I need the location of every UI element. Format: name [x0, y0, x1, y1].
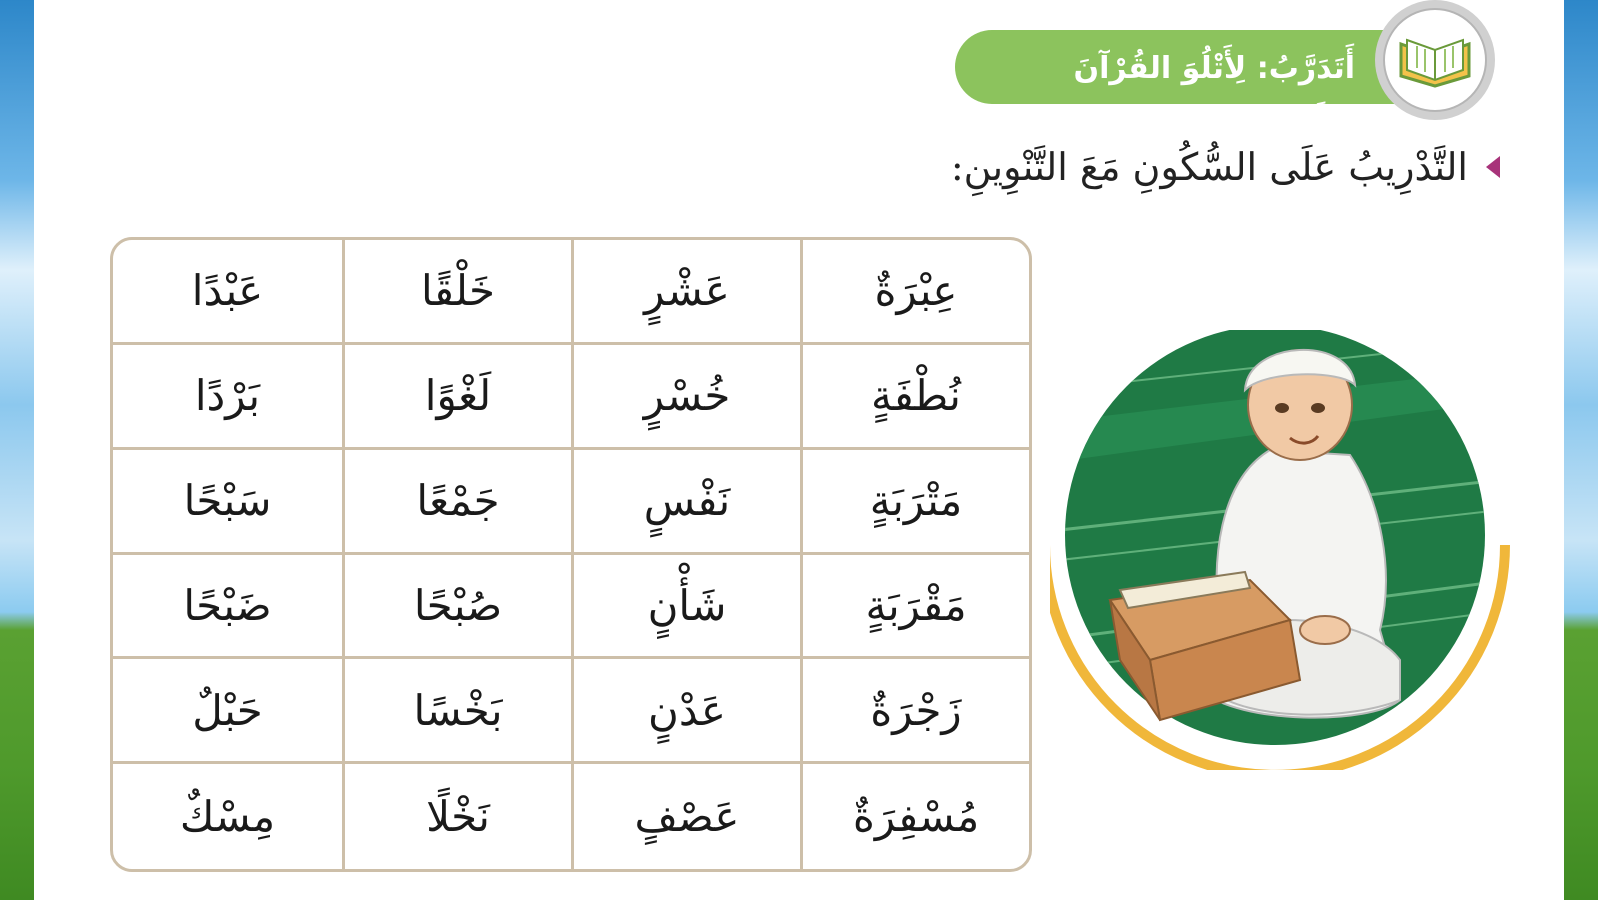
table-cell: مُسْفِرَةٌ [800, 764, 1029, 869]
table-cell: نُطْفَةٍ [800, 345, 1029, 450]
section-badge [1375, 0, 1495, 120]
bullet-triangle-icon [1486, 156, 1500, 178]
table-cell: مَقْرَبَةٍ [800, 555, 1029, 660]
table-cell: خَلْقًا [342, 240, 571, 345]
right-background-strip [1564, 0, 1598, 900]
table-cell: جَمْعًا [342, 450, 571, 555]
table-cell: عَصْفٍ [571, 764, 800, 869]
left-background-strip [0, 0, 34, 900]
table-cell: ضَبْحًا [113, 555, 342, 660]
table-cell: حَبْلٌ [113, 659, 342, 764]
table-cell: مَتْرَبَةٍ [800, 450, 1029, 555]
word-table [110, 237, 1032, 872]
table-cell: سَبْحًا [113, 450, 342, 555]
table-cell: عِبْرَةٌ [800, 240, 1029, 345]
table-cell: عَبْدًا [113, 240, 342, 345]
instruction-text: التَّدْرِيبُ عَلَى السُّكُونِ مَعَ التَّنْوِينِ: [950, 145, 1468, 189]
table-cell: نَخْلًا [342, 764, 571, 869]
table-cell: بَرْدًا [113, 345, 342, 450]
table-cell: خُسْرٍ [571, 345, 800, 450]
section-title: أَتَدَرَّبُ: لِأَتْلُوَ القُرْآنَ الكَرِيمَ: [1073, 51, 1355, 136]
instruction-row [900, 145, 1500, 205]
table-cell: عَدْنٍ [571, 659, 800, 764]
table-cell: صُبْحًا [342, 555, 571, 660]
boy-reading-quran-illustration [1050, 330, 1510, 770]
table-cell: نَفْسٍ [571, 450, 800, 555]
quran-book-icon [1395, 26, 1475, 90]
table-cell: بَخْسًا [342, 659, 571, 764]
table-cell: زَجْرَةٌ [800, 659, 1029, 764]
table-cell: عَشْرٍ [571, 240, 800, 345]
table-cell: لَغْوًا [342, 345, 571, 450]
table-cell: مِسْكٌ [179, 792, 276, 842]
table-cell: شَأْنٍ [571, 555, 800, 660]
